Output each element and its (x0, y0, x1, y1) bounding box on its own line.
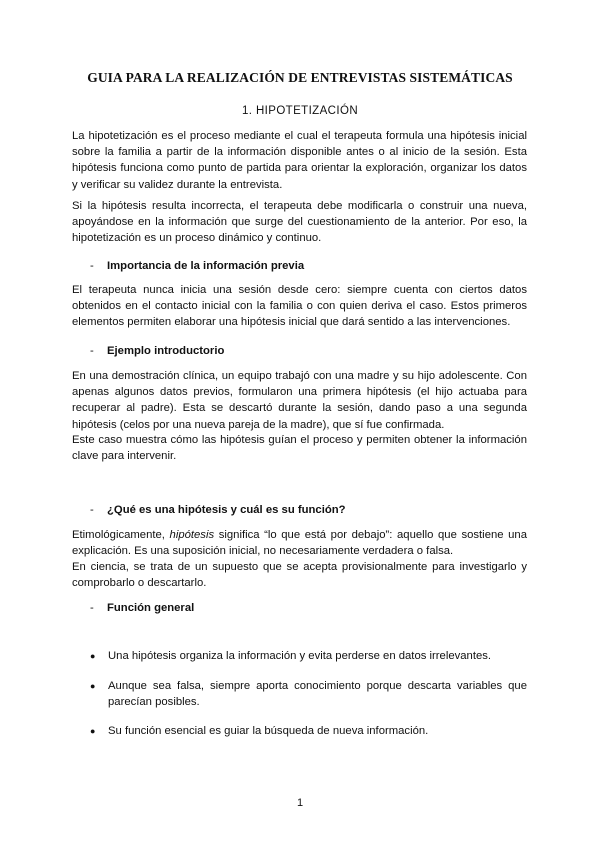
paragraph-previous-info: El terapeuta nunca inicia una sesión desde cero: siempre cuenta con ciertos datos obtenidos en el contacto inicial con la familia o con quien deriva el caso. Estos primeros elementos permiten elaborar una hipótesis inicial que dará sentido a las intervenciones. (72, 284, 527, 329)
document-title: GUIA PARA LA REALIZACIÓN DE ENTREVISTAS SISTEMÁTICAS (87, 70, 513, 85)
dash-marker: - (90, 602, 94, 614)
dash-marker: - (90, 345, 94, 357)
bullet-icon: ● (90, 681, 96, 691)
italic-term: hipótesis (169, 529, 215, 541)
dash-marker: - (90, 260, 94, 272)
paragraph-definition: La hipotetización es el proceso mediante el cual el terapeuta formula una hipótesis inicial sobre la familia a partir de la información disponible antes o al inicio de la sesión. Esta hipótesis funciona como punto de partida para orientar la exploración, organizar los datos y verificar su validez durante la entrevista. (72, 130, 527, 191)
bullet-icon: ● (90, 651, 96, 661)
heading-importance-label: Importancia de la información previa (107, 260, 305, 272)
paragraph-science: En ciencia, se trata de un supuesto que se acepta provisionalmente para investigarlo y comprobarlo o descartarlo. (72, 561, 527, 590)
dash-marker: - (90, 504, 94, 516)
paragraph-etymology: Etimológicamente, hipótesis significa “lo que está por debajo”: aquello que sostiene una explicación. Es una suposición inicial, no necesariamente verdadera o falsa. (72, 529, 527, 558)
paragraph-case-conclusion: Este caso muestra cómo las hipótesis guían el proceso y permiten obtener la información clave para intervenir. (72, 434, 527, 463)
page-number: 1 (296, 797, 304, 809)
heading-what-is-hypothesis-label: ¿Qué es una hipótesis y cuál es su función? (107, 504, 346, 516)
paragraph-clinical-demo: En una demostración clínica, un equipo trabajó con una madre y su hijo adolescente. Con apenas algunos datos previos, formularon una primera hipótesis (el hijo actuaba para recuperar al padre). Esta se descartó durante la sesión, dando paso a una segunda hipótesis (celos por una nueva pareja de la madre), que sí fue confirmada. (72, 370, 527, 431)
heading-example-label: Ejemplo introductorio (107, 345, 225, 357)
bullet-icon: ● (90, 726, 96, 736)
heading-general-function-label: Función general (107, 602, 195, 614)
document-page: GUIA PARA LA REALIZACIÓN DE ENTREVISTAS SISTEMÁTICAS 1. HIPOTETIZACIÓN La hipotetización es el proceso mediante el cual el terapeuta formula una hipótesis inicial sobre la familia a partir de la información disponible antes o al inicio de la sesión. Esta hipótesis funciona como punto de partida para orientar la exploración, organizar los datos y verificar su validez durante la entrevista. Si la hipótesis resulta incorrecta, el terapeuta debe modificarla o construir una nueva, apoyándose en la información que surge del cuestionamiento de la anterior. Por eso, la hipotetización es un proceso dinámico y continuo. - Importancia de la información previa El terapeuta nunca inicia una sesión desde cero: siempre cuenta con ciertos datos obtenidos en el contacto inicial con la familia o con quien deriva el caso. Estos primeros elementos permiten elaborar una hipótesis inicial que dará sentido a las intervenciones. - Ejemplo introductorio En una demostración clínica, un equipo trabajó con una madre y su hijo adolescente. Con apenas algunos datos previos, formularon una primera hipótesis (el hijo actuaba para recuperar al padre). Esta se descartó durante la sesión, dando paso a una segunda hipótesis (celos por una nueva pareja de la madre), que sí fue confirmada. Este caso muestra cómo las hipótesis guían el proceso y permiten obtener la información clave para intervenir. - ¿Qué es una hipótesis y cuál es su función? Etimológicamente, hipótesis significa “lo que está por debajo”: aquello que sostiene una explicación. Es una suposición inicial, no necesariamente verdadera o falsa. En ciencia, se trata de un supuesto que se acepta provisionalmente para investigarlo y comprobarlo o descartarlo. - Función general ● Una hipótesis organiza la información y evita perderse en datos irrelevantes. ● Aunque sea falsa, siempre aporta conocimiento porque descarta variables que parecían posibles. ● Su función esencial es guiar la búsqueda de nueva información. 1 (0, 0, 600, 848)
paragraph-incorrect-hypothesis: Si la hipótesis resulta incorrecta, el terapeuta debe modificarla o construir una nueva, apoyándose en la información que surge del cuestionamiento de la anterior. Por eso, la hipotetización es un proceso dinámico y continuo. (72, 200, 527, 245)
section-heading: 1. HIPOTETIZACIÓN (241, 105, 359, 117)
